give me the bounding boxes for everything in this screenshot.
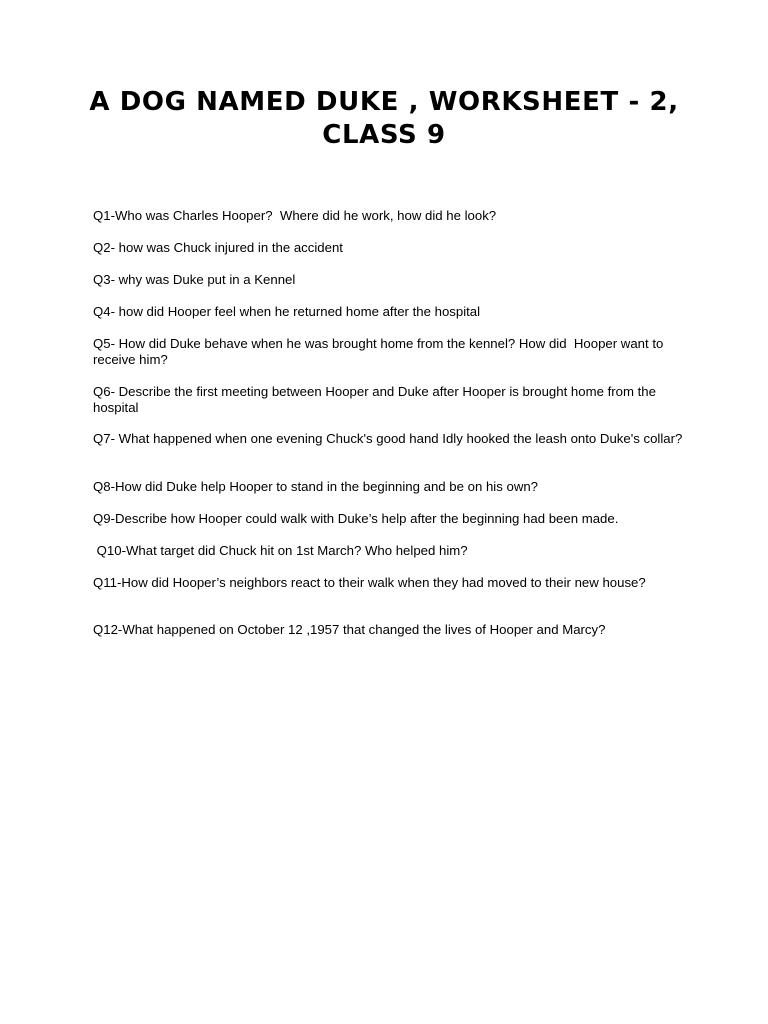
question-2: Q2- how was Chuck injured in the accident	[93, 240, 343, 255]
worksheet-title: A DOG NAMED DUKE , WORKSHEET - 2, CLASS 9	[89, 87, 679, 150]
question-8: Q8-How did Duke help Hooper to stand in the beginning and be on his own?	[93, 479, 539, 494]
question-7: Q7- What happened when one evening Chuck's good hand Idly hooked the leash onto Duke's collar?	[93, 431, 683, 446]
question-11: Q11-How did Hooper’s neighbors react to their walk when they had moved to their new house?	[93, 575, 646, 590]
question-12: Q12-What happened on October 12 ,1957 that changed the lives of Hooper and Marcy?	[93, 622, 606, 637]
question-5: Q5- How did Duke behave when he was brought home from the kennel? How did Hooper want to receive him?	[93, 336, 667, 367]
question-6: Q6- Describe the first meeting between Hooper and Duke after Hooper is brought home from the hospital	[93, 384, 660, 415]
question-3: Q3- why was Duke put in a Kennel	[93, 272, 296, 287]
question-9: Q9-Describe how Hooper could walk with Duke’s help after the beginning had been made.	[93, 511, 619, 526]
question-1: Q1-Who was Charles Hooper? Where did he work, how did he look?	[93, 208, 497, 223]
question-4: Q4- how did Hooper feel when he returned home after the hospital	[93, 304, 481, 319]
question-10: Q10-What target did Chuck hit on 1st March? Who helped him?	[93, 543, 468, 558]
